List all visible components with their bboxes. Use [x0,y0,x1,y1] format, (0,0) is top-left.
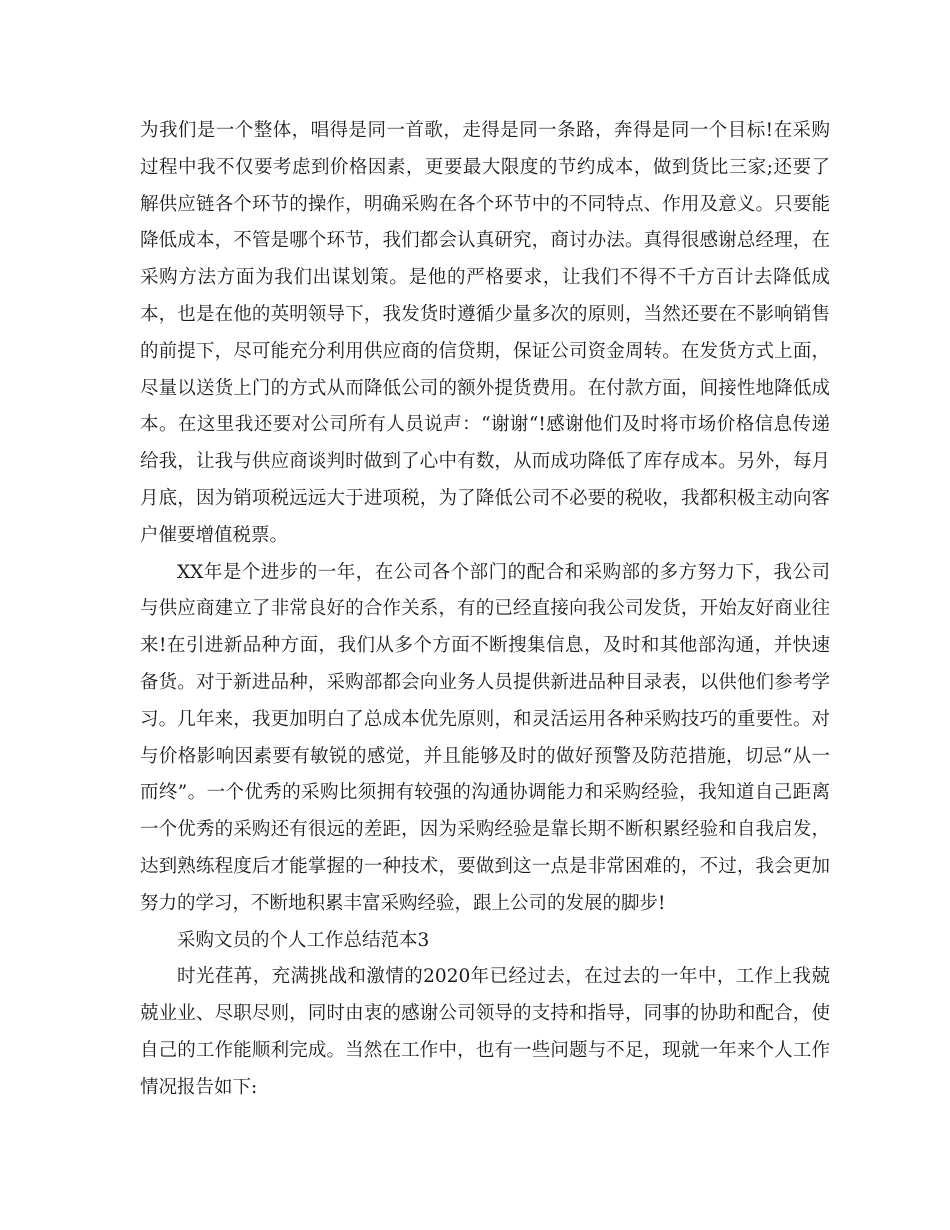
paragraph-1: 为我们是一个整体，唱得是同一首歌，走得是同一条路，奔得是同一个目标!在采购过程中我不仅要考虑到价格因素，更要最大限度的节约成本，做到货比三家;还要了解供应链各个环节的操作，明确采购在各个环节中的不同特点、作用及意义。只要能降低成本，不管是哪个环节，我们都会认真研究，商讨办法。真得很感谢总经理，在采购方法方面为我们出谋划策。是他的严格要求，让我们不得不千方百计去降低成本，也是在他的英明领导下，我发货时遵循少量多次的原则，当然还要在不影响销售的前提下，尽可能充分利用供应商的信贷期，保证公司资金周转。在发货方式上面，尽量以送货上门的方式从而降低公司的额外提货费用。在付款方面，间接性地降低成本。在这里我还要对公司所有人员说声：“谢谢“!感谢他们及时将市场价格信息传递给我，让我与供应商谈判时做到了心中有数，从而成功降低了库存成本。另外，每月月底，因为销项税远远大于进项税，为了降低公司不必要的税收，我都积极主动向客户催要增值税票。 [140,120,830,546]
paragraph-3: 时光荏苒，充满挑战和激情的2020年已经过去，在过去的一年中，工作上我兢兢业业、尽职尽则，同时由衷的感谢公司领导的支持和指导，同事的协助和配合，使自己的工作能顺利完成。当然在工作中，也有一些问题与不足，现就一年来个人工作情况报告如下: [140,966,830,1098]
paragraph-2: XX年是个进步的一年，在公司各个部门的配合和采购部的多方努力下，我公司与供应商建立了非常良好的合作关系，有的已经直接向我公司发货，开始友好商业往来!在引进新品种方面，我们从多个方面不断搜集信息，及时和其他部沟通，并快速备货。对于新进品种，采购部都会向业务人员提供新进品种目录表，以供他们参考学习。几年来，我更加明白了总成本优先原则，和灵活运用各种采购技巧的重要性。对与价格影响因素要有敏锐的感觉，并且能够及时的做好预警及防范措施，切忌“从一而终”。一个优秀的采购比须拥有较强的沟通协调能力和采购经验，我知道自己距离一个优秀的采购还有很远的差距，因为采购经验是靠长期不断积累经验和自我启发，达到熟练程度后才能掌握的一种技术，要做到这一点是非常困难的，不过，我会更加努力的学习，不断地积累丰富采购经验，跟上公司的发展的脚步! [140,561,830,914]
document-body [140,113,830,1107]
section-heading: 采购文员的个人工作总结范本3 [177,929,430,951]
